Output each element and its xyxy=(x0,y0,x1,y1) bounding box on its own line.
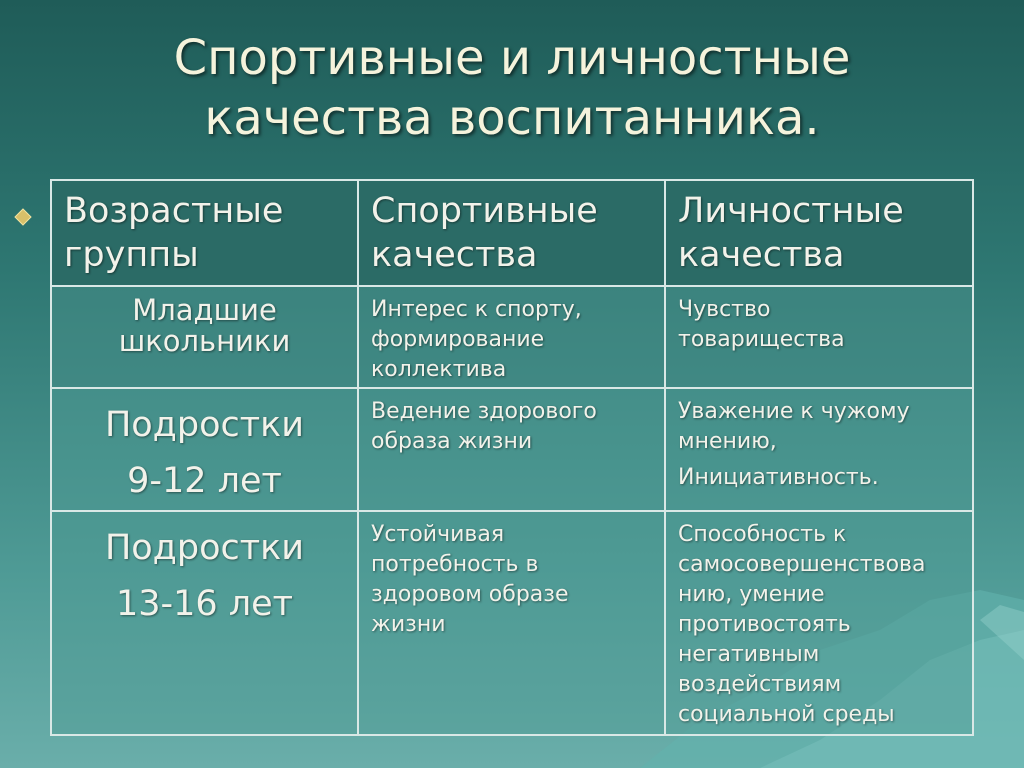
cell-line: Уважение к чужому xyxy=(678,399,910,424)
cell-line: Интерес к спорту, xyxy=(371,297,582,322)
header-age-groups xyxy=(51,180,358,286)
cell-sport-qualities xyxy=(358,388,665,511)
cell-line: потребность в xyxy=(371,552,539,577)
header-personal-qualities xyxy=(665,180,973,286)
cell-age-group xyxy=(51,286,358,388)
header-line: Спортивные xyxy=(371,191,598,231)
diamond-bullet-icon xyxy=(14,208,32,226)
table-row xyxy=(51,286,973,388)
cell-line: школьники xyxy=(118,324,291,358)
cell-line: жизни xyxy=(371,612,446,637)
cell-line: образа жизни xyxy=(371,429,533,454)
header-line: Возрастные xyxy=(64,191,284,231)
cell-line: формирование xyxy=(371,327,545,352)
cell-line: Подростки xyxy=(104,405,305,445)
table-row xyxy=(51,388,973,511)
cell-line: социальной среды xyxy=(678,702,895,727)
cell-sport-qualities xyxy=(358,286,665,388)
qualities-table xyxy=(50,179,974,736)
cell-line: Устойчивая xyxy=(371,522,505,547)
slide-title-line-1: Спортивные и личностные xyxy=(173,30,851,86)
cell-line: Младшие xyxy=(132,293,277,327)
cell-line: Чувство xyxy=(678,297,771,322)
cell-line: Способность к xyxy=(678,522,847,547)
header-line: качества xyxy=(371,235,538,275)
cell-age-group xyxy=(51,511,358,735)
cell-personal-qualities xyxy=(665,388,973,511)
cell-line: 9-12 лет xyxy=(127,461,282,501)
header-line: Личностные xyxy=(678,191,904,231)
cell-line: негативным xyxy=(678,642,820,667)
cell-age-group xyxy=(51,388,358,511)
cell-line: самосовершенствова xyxy=(678,552,926,577)
cell-line: здоровом образе xyxy=(371,582,569,607)
table-row xyxy=(51,511,973,735)
header-line: группы xyxy=(64,235,199,275)
cell-line: Ведение здорового xyxy=(371,399,597,424)
cell-line: мнению, xyxy=(678,429,777,454)
cell-line: противостоять xyxy=(678,612,851,637)
cell-line: 13-16 лет xyxy=(115,584,294,624)
cell-line: товарищества xyxy=(678,327,845,352)
cell-line: коллектива xyxy=(371,357,507,382)
cell-personal-qualities xyxy=(665,286,973,388)
cell-line: нию, умение xyxy=(678,582,825,607)
cell-sport-qualities xyxy=(358,511,665,735)
slide-title xyxy=(60,28,964,148)
cell-line: воздействиям xyxy=(678,672,842,697)
header-line: качества xyxy=(678,235,845,275)
header-sport-qualities xyxy=(358,180,665,286)
table-header-row xyxy=(51,180,973,286)
cell-line: Подростки xyxy=(104,528,305,568)
cell-personal-qualities xyxy=(665,511,973,735)
slide-title-line-2: качества воспитанника. xyxy=(204,90,820,146)
cell-line: Инициативность. xyxy=(678,465,879,490)
